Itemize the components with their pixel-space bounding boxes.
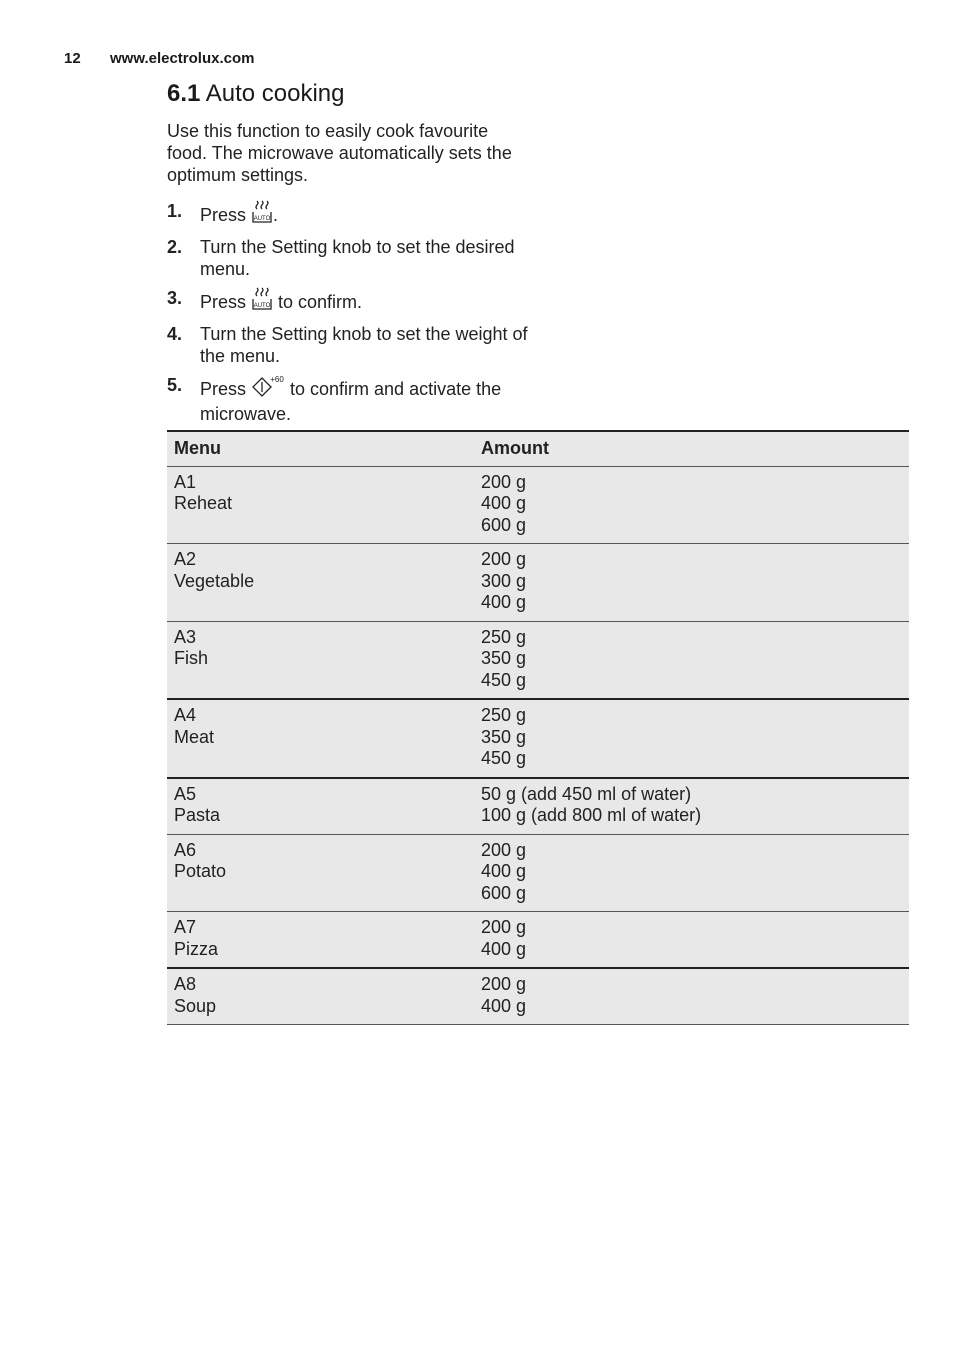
amount: 400 g bbox=[481, 493, 527, 513]
menu-name: Meat bbox=[174, 726, 215, 747]
amount: 400 g bbox=[481, 592, 527, 612]
amount: 600 g bbox=[481, 514, 527, 535]
menu-code: A3 bbox=[174, 626, 197, 647]
menu-name: Pizza bbox=[174, 938, 219, 959]
table-row bbox=[167, 466, 909, 544]
page-header bbox=[64, 50, 255, 67]
amount-cell bbox=[474, 621, 909, 699]
amount: 600 g bbox=[481, 882, 527, 903]
amount: 350 g bbox=[481, 648, 527, 668]
step-text: Press bbox=[200, 205, 252, 225]
menu-cell bbox=[167, 778, 474, 835]
amount: 450 g bbox=[481, 748, 527, 768]
menu-name: Soup bbox=[174, 995, 217, 1016]
step-number: 2. bbox=[167, 237, 183, 257]
menu-cell bbox=[167, 621, 474, 699]
amount-cell bbox=[474, 466, 909, 544]
amount-cell bbox=[474, 834, 909, 912]
intro-paragraph: Use this function to easily cook favourite food. The microwave automatically sets the optimum settings. bbox=[167, 121, 512, 185]
amount: 300 g bbox=[481, 570, 527, 591]
step-2 bbox=[167, 236, 547, 280]
amount-cell bbox=[474, 912, 909, 969]
step-number: 5. bbox=[167, 375, 183, 395]
menu-cell bbox=[167, 834, 474, 912]
menu-code: A7 bbox=[174, 917, 197, 937]
amount: 200 g bbox=[481, 974, 527, 994]
step-5 bbox=[167, 374, 547, 425]
menu-cell bbox=[167, 699, 474, 778]
amount: 100 g (add 800 ml of water) bbox=[481, 805, 702, 825]
amount: 50 g (add 450 ml of water) bbox=[481, 783, 692, 804]
menu-cell bbox=[167, 466, 474, 544]
step-text-after: to confirm and activate the microwave. bbox=[200, 379, 502, 424]
step-text: Press bbox=[200, 379, 252, 399]
amount: 200 g bbox=[481, 471, 527, 492]
table-row bbox=[167, 621, 909, 699]
table-row bbox=[167, 778, 909, 835]
amount: 400 g bbox=[481, 861, 527, 881]
menu-cell bbox=[167, 968, 474, 1025]
step-number: 1. bbox=[167, 201, 183, 221]
section-title bbox=[167, 80, 344, 108]
table-row bbox=[167, 968, 909, 1025]
svg-text:AUTO: AUTO bbox=[253, 303, 271, 309]
amount: 400 g bbox=[481, 995, 527, 1016]
section-number: 6.1 bbox=[167, 80, 201, 107]
step-text: Turn the Setting knob to set the weight of the menu. bbox=[200, 324, 528, 366]
menu-name: Vegetable bbox=[174, 570, 255, 591]
menu-name: Reheat bbox=[174, 493, 233, 513]
amount-cell bbox=[474, 544, 909, 622]
menu-code: A1 bbox=[174, 471, 197, 492]
start-plus60-icon bbox=[251, 374, 285, 403]
section-title-text: Auto cooking bbox=[205, 80, 345, 107]
table-row bbox=[167, 699, 909, 778]
header-amount: Amount bbox=[474, 431, 909, 466]
menu-code: A2 bbox=[174, 549, 197, 569]
step-text: Press bbox=[200, 292, 252, 312]
menu-name: Fish bbox=[174, 648, 209, 668]
auto-cook-icon bbox=[251, 287, 273, 316]
amount: 200 g bbox=[481, 917, 527, 937]
menu-code: A6 bbox=[174, 839, 197, 860]
site-url: www.electrolux.com bbox=[110, 50, 255, 67]
header-menu: Menu bbox=[167, 431, 474, 466]
table-header-row bbox=[167, 431, 909, 466]
amount: 350 g bbox=[481, 726, 527, 747]
menu-name: Pasta bbox=[174, 805, 221, 825]
step-text: Turn the Setting knob to set the desired menu. bbox=[200, 237, 515, 279]
step-4 bbox=[167, 323, 547, 367]
menu-code: A8 bbox=[174, 974, 197, 994]
amount: 200 g bbox=[481, 839, 527, 860]
step-text-after: . bbox=[273, 205, 279, 225]
step-number: 4. bbox=[167, 324, 183, 344]
table-row bbox=[167, 912, 909, 969]
table-row bbox=[167, 544, 909, 622]
amount-cell bbox=[474, 968, 909, 1025]
amount-cell bbox=[474, 778, 909, 835]
amount: 250 g bbox=[481, 626, 527, 647]
auto-cooking-table bbox=[167, 430, 909, 1025]
menu-code: A5 bbox=[174, 783, 197, 804]
menu-cell bbox=[167, 544, 474, 622]
amount: 250 g bbox=[481, 705, 527, 725]
auto-cook-icon bbox=[251, 200, 273, 229]
amount-cell bbox=[474, 699, 909, 778]
step-1 bbox=[167, 200, 547, 229]
page-number: 12 bbox=[64, 50, 81, 67]
menu-cell bbox=[167, 912, 474, 969]
steps-list bbox=[167, 200, 547, 432]
step-text-after: to confirm. bbox=[273, 292, 363, 312]
step-3 bbox=[167, 287, 547, 316]
menu-name: Potato bbox=[174, 861, 227, 881]
amount: 450 g bbox=[481, 669, 527, 690]
menu-code: A4 bbox=[174, 705, 197, 725]
plus60-label: +60 bbox=[270, 375, 284, 384]
amount: 200 g bbox=[481, 549, 527, 569]
svg-text:AUTO: AUTO bbox=[253, 216, 271, 222]
amount: 400 g bbox=[481, 938, 527, 959]
step-number: 3. bbox=[167, 288, 183, 308]
table-row bbox=[167, 834, 909, 912]
